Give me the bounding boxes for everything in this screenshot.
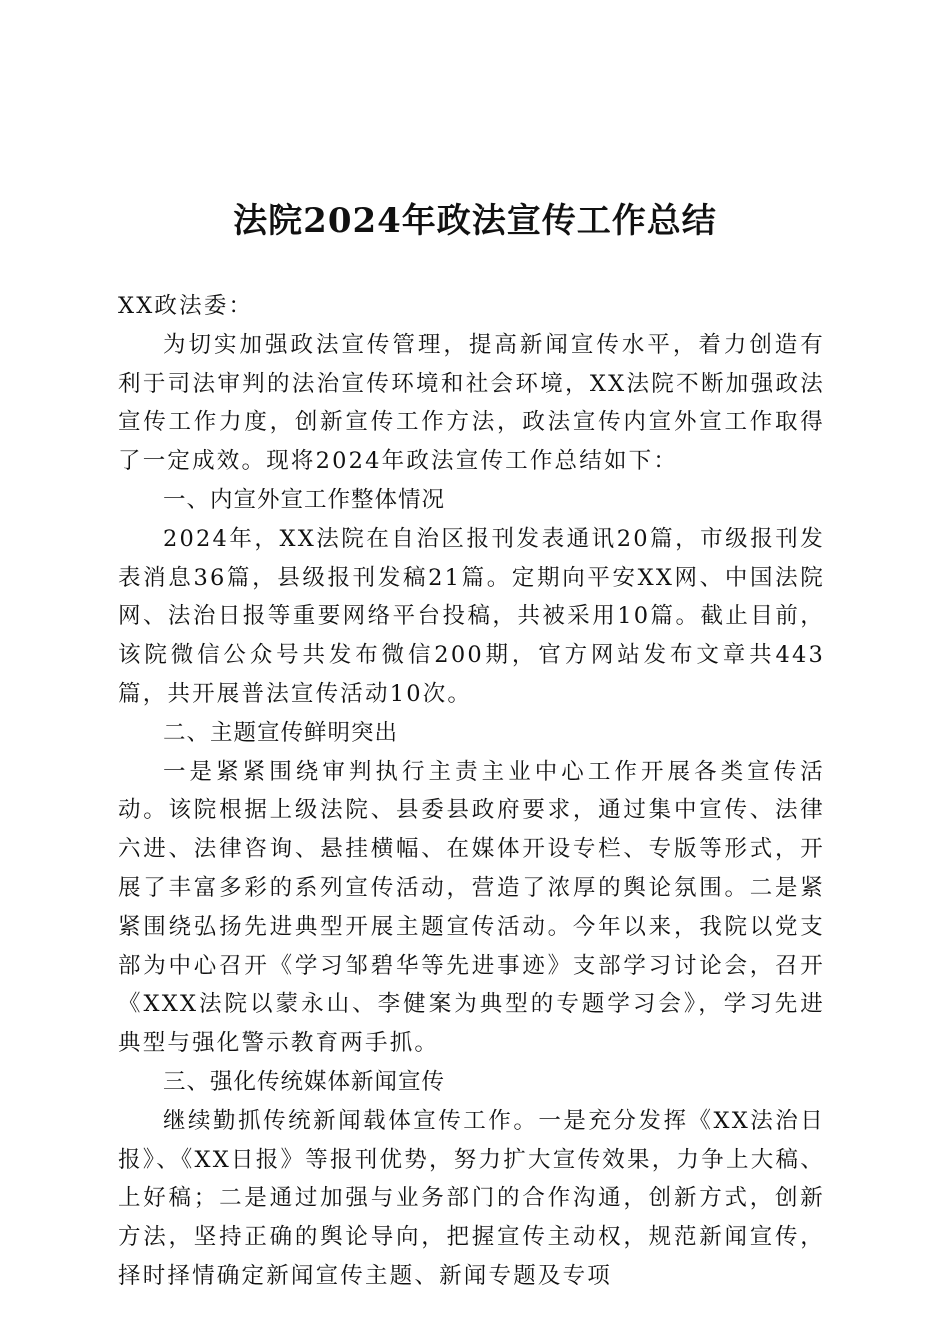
- section-heading: 一、内宣外宣工作整体情况: [163, 486, 446, 513]
- section-heading: 二、主题宣传鲜明突出: [163, 719, 399, 746]
- document-body: [118, 287, 825, 1296]
- document-title: 法院2024年政法宣传工作总结: [233, 201, 717, 241]
- section-paragraph: 一是紧紧围绕审判执行主责主业中心工作开展各类宣传活动。该院根据上级法院、县委县政府要求，通过集中宣传、法律六进、法律咨询、悬挂横幅、在媒体开设专栏、专版等形式，开展了丰富多彩的系列宣传活动，营造了浓厚的舆论氛围。二是紧紧围绕弘扬先进典型开展主题宣传活动。今年以来，我院以党支部为中心召开《学习邹碧华等先进事迹》支部学习讨论会，召开《XXX法院以蒙永山、李健案为典型的专题学习会》，学习先进典型与强化警示教育两手抓。: [118, 758, 825, 1057]
- section-paragraph: 继续勤抓传统新闻载体宣传工作。一是充分发挥《XX法治日报》、《XX日报》等报刊优势，努力扩大宣传效果，力争上大稿、上好稿；二是通过加强与业务部门的合作沟通，创新方式，创新方法，坚持正确的舆论导向，把握宣传主动权，规范新闻宣传，择时择情确定新闻宣传主题、新闻专题及专项: [118, 1107, 825, 1289]
- salutation: XX政法委：: [118, 293, 254, 319]
- intro-paragraph: 为切实加强政法宣传管理，提高新闻宣传水平，着力创造有利于司法审判的法治宣传环境和社会环境，XX法院不断加强政法宣传工作力度，创新宣传工作方法，政法宣传内宣外宣工作取得了一定成效。现将2024年政法宣传工作总结如下：: [118, 331, 825, 475]
- section-paragraph: 2024年，XX法院在自治区报刊发表通讯20篇，市级报刊发表消息36篇，县级报刊发稿21篇。定期向平安XX网、中国法院网、法治日报等重要网络平台投稿，共被采用10篇。截止目前，该院微信公众号共发布微信200期，官方网站发布文章共443篇，共开展普法宣传活动10次。: [118, 525, 825, 707]
- section-heading: 三、强化传统媒体新闻宣传: [163, 1068, 446, 1095]
